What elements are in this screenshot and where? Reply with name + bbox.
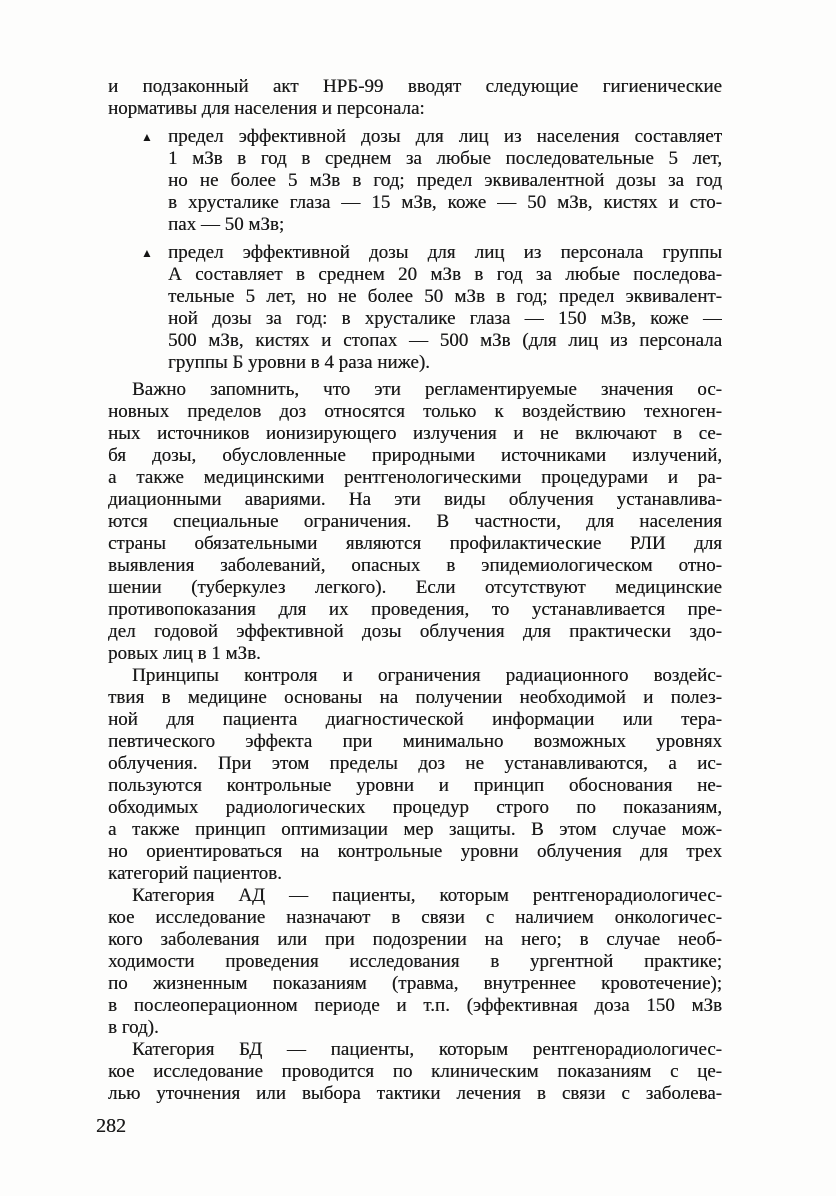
text-line: ходимости проведения исследования в ургентной практике; (108, 951, 722, 972)
bullet-item (108, 126, 722, 236)
bullet-item (108, 242, 722, 374)
text-line: 1 мЗв в год в среднем за любые последовательные 5 лет, (168, 148, 722, 169)
paragraph (108, 76, 722, 120)
text-line: ных источников ионизирующего излучения и не включают в се- (108, 423, 722, 444)
text-line: диационными авариями. На эти виды облучения устанавлива- (108, 489, 722, 510)
text-line: а также медицинскими рентгенологическими процедурами и ра- (108, 467, 722, 488)
text-line: кое исследование назначают в связи с наличием онкологичес- (108, 907, 722, 928)
text-line: в хрусталике глаза — 15 мЗв, коже — 50 мЗв, кистях и сто- (168, 192, 722, 213)
paragraph (108, 379, 722, 665)
text-line: 500 мЗв, кистях и стопах — 500 мЗв (для лиц из персонала (168, 330, 722, 351)
text-line: нормативы для населения и персонала: (108, 98, 425, 119)
text-line: в год). (108, 1017, 159, 1038)
text-line: дел годовой эффективной дозы облучения для практически здо- (108, 621, 722, 642)
text-line: в послеоперационном периоде и т.п. (эффективная доза 150 мЗв (108, 995, 722, 1016)
text-line: выявления заболеваний, опасных в эпидемиологическом отно- (108, 555, 722, 576)
text-line: бя дозы, обусловленные природными источниками излучений, (108, 445, 722, 466)
text-line: по жизненным показаниям (травма, внутреннее кровотечение); (108, 973, 722, 994)
text-line: ной для пациента диагностической информации или тера- (108, 709, 722, 730)
paragraph (108, 665, 722, 885)
text-line: ной дозы за год: в хрусталике глаза — 150 мЗв, коже — (168, 308, 722, 329)
text-line: шении (туберкулез легкого). Если отсутствуют медицинские (108, 577, 722, 598)
text-line: противопоказания для их проведения, то устанавливается пре- (108, 599, 722, 620)
text-line: но не более 5 мЗв в год; предел эквивалентной дозы за год (168, 170, 722, 191)
text-line: кое исследование проводится по клиническим показаниям с це- (108, 1061, 722, 1082)
text-line: категорий пациентов. (108, 863, 282, 884)
text-line: страны обязательными являются профилактические РЛИ для (108, 533, 722, 554)
text-line: и подзаконный акт НРБ-99 вводят следующие гигиенические (108, 76, 722, 97)
page-body (108, 76, 722, 1105)
text-line: певтического эффекта при минимально возможных уровнях (108, 731, 722, 752)
text-line: облучения. При этом пределы доз не устанавливаются, а ис- (108, 753, 722, 774)
text-line: Категория БД — пациенты, которым рентгенорадиологичес- (132, 1039, 722, 1060)
text-line: обходимых радиологических процедур строго по показаниям, (108, 797, 722, 818)
text-line: тельные 5 лет, но не более 50 мЗв в год; предел эквивалент- (168, 286, 722, 307)
bullet-triangle-icon: ▲ (141, 246, 153, 260)
text-line: новных пределов доз относятся только к воздействию техноген- (108, 401, 722, 422)
text-line: пользуются контрольные уровни и принцип обоснования не- (108, 775, 722, 796)
text-line: кого заболевания или при подозрении на него; в случае необ- (108, 929, 722, 950)
paragraph (108, 1039, 722, 1105)
text-line: А составляет в среднем 20 мЗв в год за любые последова- (168, 264, 722, 285)
text-line: Категория АД — пациенты, которым рентгенорадиологичес- (132, 885, 722, 906)
paragraph (108, 885, 722, 1039)
text-line: предел эффективной дозы для лиц из населения составляет (168, 126, 722, 147)
text-line: ровых лиц в 1 мЗв. (108, 643, 261, 664)
text-line: но ориентироваться на контрольные уровни облучения для трех (108, 841, 722, 862)
text-line: группы Б уровни в 4 раза ниже). (168, 352, 430, 373)
text-line: Важно запомнить, что эти регламентируемые значения ос- (132, 379, 722, 400)
text-line: пах — 50 мЗв; (168, 214, 285, 235)
text-line: твия в медицине основаны на получении необходимой и полез- (108, 687, 722, 708)
page-number: 282 (96, 1115, 126, 1137)
text-line: предел эффективной дозы для лиц из персонала группы (168, 242, 722, 263)
text-line: ются специальные ограничения. В частности, для населения (108, 511, 722, 532)
text-line: а также принцип оптимизации мер защиты. В этом случае мож- (108, 819, 722, 840)
bullet-triangle-icon: ▲ (141, 130, 153, 144)
text-line: Принципы контроля и ограничения радиационного воздейс- (132, 665, 722, 686)
text-line: лью уточнения или выбора тактики лечения в связи с заболева- (108, 1083, 722, 1104)
